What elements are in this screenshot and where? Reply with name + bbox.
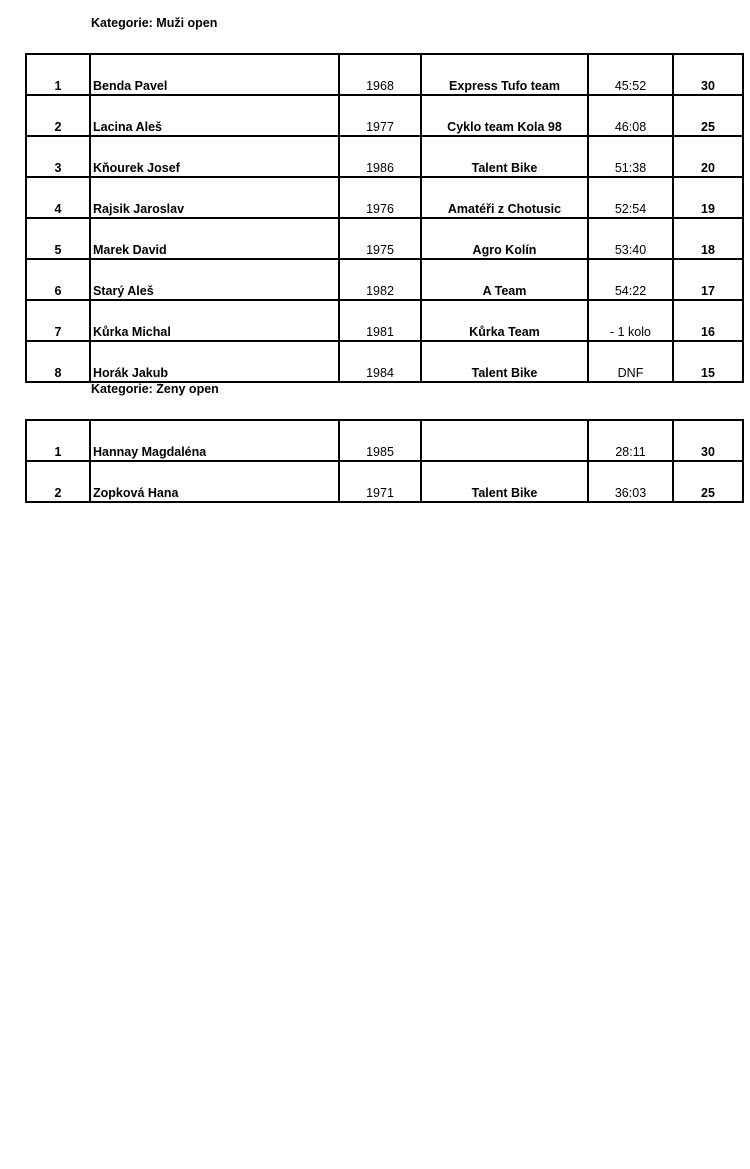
table-row xyxy=(26,420,743,461)
points-cell: 25 xyxy=(673,461,743,502)
position-cell: 5 xyxy=(26,218,90,259)
time-cell: 36:03 xyxy=(588,461,673,502)
time-cell: 45:52 xyxy=(588,54,673,95)
team-cell: Agro Kolín xyxy=(421,218,588,259)
time-cell: 52:54 xyxy=(588,177,673,218)
name-cell: Starý Aleš xyxy=(90,259,339,300)
team-cell: Cyklo team Kola 98 xyxy=(421,95,588,136)
year-cell: 1968 xyxy=(339,54,421,95)
position-cell: 1 xyxy=(26,54,90,95)
name-cell: Hannay Magdaléna xyxy=(90,420,339,461)
team-cell: Talent Bike xyxy=(421,461,588,502)
table-row xyxy=(26,136,743,177)
points-cell: 15 xyxy=(673,341,743,382)
results-table-women xyxy=(25,419,744,503)
name-cell: Horák Jakub xyxy=(90,341,339,382)
year-cell: 1971 xyxy=(339,461,421,502)
position-cell: 2 xyxy=(26,95,90,136)
position-cell: 1 xyxy=(26,420,90,461)
points-cell: 30 xyxy=(673,420,743,461)
year-cell: 1982 xyxy=(339,259,421,300)
category-title-women: Kategorie: Ženy open xyxy=(91,382,219,396)
time-cell: 54:22 xyxy=(588,259,673,300)
position-cell: 7 xyxy=(26,300,90,341)
year-cell: 1976 xyxy=(339,177,421,218)
results-table-men xyxy=(25,53,744,383)
time-cell: DNF xyxy=(588,341,673,382)
name-cell: Benda Pavel xyxy=(90,54,339,95)
year-cell: 1977 xyxy=(339,95,421,136)
position-cell: 8 xyxy=(26,341,90,382)
team-cell: Talent Bike xyxy=(421,341,588,382)
points-cell: 25 xyxy=(673,95,743,136)
points-cell: 16 xyxy=(673,300,743,341)
name-cell: Kňourek Josef xyxy=(90,136,339,177)
table-row xyxy=(26,218,743,259)
position-cell: 2 xyxy=(26,461,90,502)
name-cell: Zopková Hana xyxy=(90,461,339,502)
name-cell: Marek David xyxy=(90,218,339,259)
position-cell: 3 xyxy=(26,136,90,177)
team-cell xyxy=(421,420,588,461)
category-title-men: Kategorie: Muži open xyxy=(91,16,218,30)
team-cell: Express Tufo team xyxy=(421,54,588,95)
points-cell: 30 xyxy=(673,54,743,95)
time-cell: 28:11 xyxy=(588,420,673,461)
team-cell: Amatéři z Chotusic xyxy=(421,177,588,218)
time-cell: - 1 kolo xyxy=(588,300,673,341)
name-cell: Lacina Aleš xyxy=(90,95,339,136)
table-row xyxy=(26,177,743,218)
team-cell: A Team xyxy=(421,259,588,300)
year-cell: 1986 xyxy=(339,136,421,177)
time-cell: 53:40 xyxy=(588,218,673,259)
team-cell: Talent Bike xyxy=(421,136,588,177)
table-row xyxy=(26,300,743,341)
year-cell: 1984 xyxy=(339,341,421,382)
table-row xyxy=(26,54,743,95)
name-cell: Rajsik Jaroslav xyxy=(90,177,339,218)
points-cell: 18 xyxy=(673,218,743,259)
year-cell: 1981 xyxy=(339,300,421,341)
name-cell: Kůrka Michal xyxy=(90,300,339,341)
time-cell: 46:08 xyxy=(588,95,673,136)
position-cell: 6 xyxy=(26,259,90,300)
table-row xyxy=(26,341,743,382)
points-cell: 19 xyxy=(673,177,743,218)
points-cell: 17 xyxy=(673,259,743,300)
table-row xyxy=(26,95,743,136)
time-cell: 51:38 xyxy=(588,136,673,177)
points-cell: 20 xyxy=(673,136,743,177)
year-cell: 1975 xyxy=(339,218,421,259)
position-cell: 4 xyxy=(26,177,90,218)
table-row xyxy=(26,461,743,502)
table-row xyxy=(26,259,743,300)
year-cell: 1985 xyxy=(339,420,421,461)
team-cell: Kůrka Team xyxy=(421,300,588,341)
